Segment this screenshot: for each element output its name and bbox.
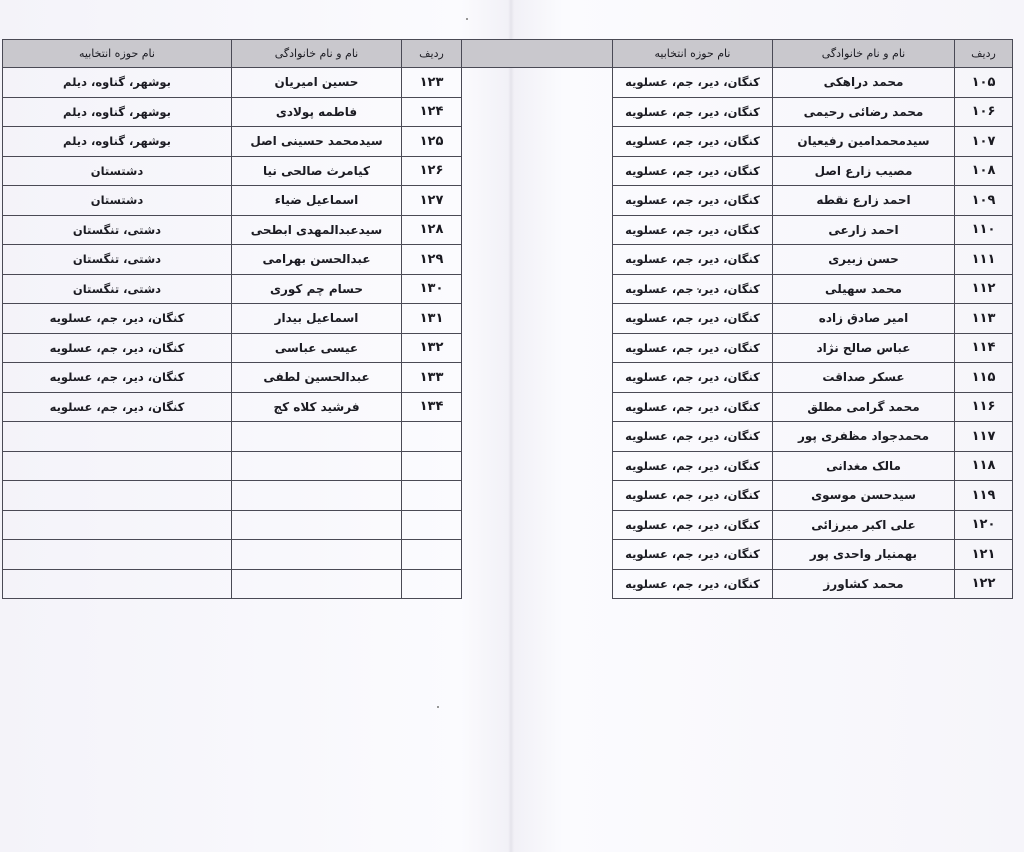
row-number-cell: ۱۳۳ bbox=[402, 363, 462, 393]
constituency-cell: دشتستان bbox=[3, 156, 232, 186]
row-number-cell: ۱۱۷ bbox=[955, 422, 1013, 452]
header-row-no-right: ردیف bbox=[955, 40, 1013, 68]
empty-cell bbox=[3, 510, 232, 540]
row-number-cell: ۱۱۳ bbox=[955, 304, 1013, 334]
table-row bbox=[3, 363, 1013, 393]
row-number-cell: ۱۱۱ bbox=[955, 245, 1013, 275]
constituency-cell: کنگان، دیر، جم، عسلویه bbox=[613, 510, 773, 540]
full-name-cell: سیدمحمد حسینی اصل bbox=[232, 127, 402, 157]
column-gap bbox=[462, 274, 613, 304]
row-number-cell: ۱۳۰ bbox=[402, 274, 462, 304]
table-row bbox=[3, 392, 1013, 422]
constituency-cell: بوشهر، گناوه، دیلم bbox=[3, 97, 232, 127]
column-gap bbox=[462, 333, 613, 363]
header-constituency-left: نام حوزه انتخابیه bbox=[3, 40, 232, 68]
table-row bbox=[3, 97, 1013, 127]
header-row-no-left: ردیف bbox=[402, 40, 462, 68]
constituency-cell: کنگان، دیر، جم، عسلویه bbox=[3, 333, 232, 363]
empty-cell bbox=[232, 451, 402, 481]
row-number-cell: ۱۱۹ bbox=[955, 481, 1013, 511]
table-row bbox=[3, 333, 1013, 363]
column-gap bbox=[462, 127, 613, 157]
empty-cell bbox=[402, 422, 462, 452]
constituency-cell: کنگان، دیر، جم، عسلویه bbox=[613, 569, 773, 599]
constituency-cell: کنگان، دیر، جم، عسلویه bbox=[613, 540, 773, 570]
empty-cell bbox=[3, 451, 232, 481]
full-name-cell: کیامرث صالحی نیا bbox=[232, 156, 402, 186]
full-name-cell: محمد دراهکی bbox=[773, 68, 955, 98]
empty-cell bbox=[232, 569, 402, 599]
constituency-cell: کنگان، دیر، جم، عسلویه bbox=[613, 215, 773, 245]
empty-cell bbox=[232, 422, 402, 452]
table-body bbox=[3, 68, 1013, 599]
row-number-cell: ۱۰۷ bbox=[955, 127, 1013, 157]
empty-cell bbox=[232, 481, 402, 511]
full-name-cell: عسکر صداقت bbox=[773, 363, 955, 393]
constituency-cell: کنگان، دیر، جم، عسلویه bbox=[613, 68, 773, 98]
full-name-cell: محمدجواد مظفری پور bbox=[773, 422, 955, 452]
header-constituency-right: نام حوزه انتخابیه bbox=[613, 40, 773, 68]
full-name-cell: احمد زارع نقطه bbox=[773, 186, 955, 216]
table-row bbox=[3, 481, 1013, 511]
constituency-cell: کنگان، دیر، جم، عسلویه bbox=[613, 333, 773, 363]
full-name-cell: حسن زبیری bbox=[773, 245, 955, 275]
row-number-cell: ۱۲۵ bbox=[402, 127, 462, 157]
table-row bbox=[3, 127, 1013, 157]
full-name-cell: اسماعیل ضیاء bbox=[232, 186, 402, 216]
constituency-cell: کنگان، دیر، جم، عسلویه bbox=[613, 186, 773, 216]
full-name-cell: مالک مغدانی bbox=[773, 451, 955, 481]
row-number-cell: ۱۰۵ bbox=[955, 68, 1013, 98]
full-name-cell: حسام چم کوری bbox=[232, 274, 402, 304]
full-name-cell: اسماعیل بیدار bbox=[232, 304, 402, 334]
row-number-cell: ۱۲۴ bbox=[402, 97, 462, 127]
table-row bbox=[3, 569, 1013, 599]
constituency-cell: کنگان، دیر، جم، عسلویه bbox=[3, 304, 232, 334]
constituency-cell: دشتستان bbox=[3, 186, 232, 216]
row-number-cell: ۱۱۸ bbox=[955, 451, 1013, 481]
table-row bbox=[3, 304, 1013, 334]
row-number-cell: ۱۰۸ bbox=[955, 156, 1013, 186]
empty-cell bbox=[3, 569, 232, 599]
full-name-cell: محمد کشاورز bbox=[773, 569, 955, 599]
full-name-cell: احمد زارعی bbox=[773, 215, 955, 245]
constituency-cell: کنگان، دیر، جم، عسلویه bbox=[613, 481, 773, 511]
row-number-cell: ۱۲۸ bbox=[402, 215, 462, 245]
row-number-cell: ۱۳۲ bbox=[402, 333, 462, 363]
row-number-cell: ۱۲۰ bbox=[955, 510, 1013, 540]
constituency-cell: دشتی، تنگستان bbox=[3, 245, 232, 275]
empty-cell bbox=[402, 510, 462, 540]
constituency-cell: کنگان، دیر، جم، عسلویه bbox=[613, 422, 773, 452]
column-gap bbox=[462, 422, 613, 452]
row-number-cell: ۱۳۱ bbox=[402, 304, 462, 334]
constituency-cell: کنگان، دیر، جم، عسلویه bbox=[3, 392, 232, 422]
full-name-cell: سیدعبدالمهدی ابطحی bbox=[232, 215, 402, 245]
constituency-cell: کنگان، دیر، جم، عسلویه bbox=[613, 363, 773, 393]
column-gap bbox=[462, 186, 613, 216]
full-name-cell: بهمنیار واحدی پور bbox=[773, 540, 955, 570]
full-name-cell: مصیب زارع اصل bbox=[773, 156, 955, 186]
column-gap bbox=[462, 245, 613, 275]
full-name-cell: عباس صالح نژاد bbox=[773, 333, 955, 363]
column-gap bbox=[462, 451, 613, 481]
column-gap bbox=[462, 392, 613, 422]
constituency-cell: کنگان، دیر، جم، عسلویه bbox=[3, 363, 232, 393]
row-number-cell: ۱۰۶ bbox=[955, 97, 1013, 127]
constituency-cell: کنگان، دیر، جم، عسلویه bbox=[613, 274, 773, 304]
full-name-cell: محمد رضائی رحیمی bbox=[773, 97, 955, 127]
table-row bbox=[3, 451, 1013, 481]
empty-cell bbox=[402, 481, 462, 511]
full-name-cell: علی اکبر میرزائی bbox=[773, 510, 955, 540]
table-row bbox=[3, 68, 1013, 98]
row-number-cell: ۱۱۵ bbox=[955, 363, 1013, 393]
row-number-cell: ۱۳۴ bbox=[402, 392, 462, 422]
constituency-cell: کنگان، دیر، جم، عسلویه bbox=[613, 127, 773, 157]
full-name-cell: عبدالحسین لطفی bbox=[232, 363, 402, 393]
full-name-cell: سیدمحمدامین رفیعیان bbox=[773, 127, 955, 157]
column-gap bbox=[462, 569, 613, 599]
header-full-name-right: نام و نام خانوادگی bbox=[773, 40, 955, 68]
empty-cell bbox=[402, 540, 462, 570]
row-number-cell: ۱۱۴ bbox=[955, 333, 1013, 363]
row-number-cell: ۱۲۲ bbox=[955, 569, 1013, 599]
table-row bbox=[3, 510, 1013, 540]
table-row bbox=[3, 245, 1013, 275]
table-row bbox=[3, 215, 1013, 245]
empty-cell bbox=[3, 481, 232, 511]
column-gap bbox=[462, 156, 613, 186]
empty-cell bbox=[402, 569, 462, 599]
row-number-cell: ۱۲۶ bbox=[402, 156, 462, 186]
table-row bbox=[3, 422, 1013, 452]
header-full-name-left: نام و نام خانوادگی bbox=[232, 40, 402, 68]
column-gap bbox=[462, 215, 613, 245]
column-gap bbox=[462, 510, 613, 540]
full-name-cell: فرشید کلاه کج bbox=[232, 392, 402, 422]
scan-speck bbox=[466, 18, 468, 20]
empty-cell bbox=[232, 540, 402, 570]
full-name-cell: عبدالحسن بهرامی bbox=[232, 245, 402, 275]
constituency-cell: دشتی، تنگستان bbox=[3, 215, 232, 245]
column-gap bbox=[462, 97, 613, 127]
column-gap bbox=[462, 481, 613, 511]
constituency-cell: کنگان، دیر، جم، عسلویه bbox=[613, 156, 773, 186]
constituency-cell: دشتی، تنگستان bbox=[3, 274, 232, 304]
row-number-cell: ۱۲۹ bbox=[402, 245, 462, 275]
constituency-cell: کنگان، دیر، جم، عسلویه bbox=[613, 392, 773, 422]
row-number-cell: ۱۱۶ bbox=[955, 392, 1013, 422]
empty-cell bbox=[402, 451, 462, 481]
full-name-cell: فاطمه پولادی bbox=[232, 97, 402, 127]
column-gap bbox=[462, 304, 613, 334]
row-number-cell: ۱۱۲ bbox=[955, 274, 1013, 304]
table-row bbox=[3, 540, 1013, 570]
row-number-cell: ۱۰۹ bbox=[955, 186, 1013, 216]
scan-speck bbox=[437, 706, 439, 708]
table-row bbox=[3, 274, 1013, 304]
empty-cell bbox=[3, 422, 232, 452]
full-name-cell: امیر صادق زاده bbox=[773, 304, 955, 334]
column-gap bbox=[462, 68, 613, 98]
full-name-cell: محمد سهیلی bbox=[773, 274, 955, 304]
row-number-cell: ۱۲۷ bbox=[402, 186, 462, 216]
table-header-row bbox=[3, 40, 1013, 68]
column-gap bbox=[462, 363, 613, 393]
row-number-cell: ۱۲۳ bbox=[402, 68, 462, 98]
row-number-cell: ۱۱۰ bbox=[955, 215, 1013, 245]
row-number-cell: ۱۲۱ bbox=[955, 540, 1013, 570]
constituency-cell: کنگان، دیر، جم، عسلویه bbox=[613, 97, 773, 127]
full-name-cell: عیسی عباسی bbox=[232, 333, 402, 363]
column-gap bbox=[462, 540, 613, 570]
candidates-table bbox=[2, 39, 1013, 599]
header-gap bbox=[462, 40, 613, 68]
table-row bbox=[3, 156, 1013, 186]
full-name-cell: محمد گرامی مطلق bbox=[773, 392, 955, 422]
full-name-cell: سیدحسن موسوی bbox=[773, 481, 955, 511]
constituency-cell: بوشهر، گناوه، دیلم bbox=[3, 68, 232, 98]
empty-cell bbox=[3, 540, 232, 570]
constituency-cell: بوشهر، گناوه، دیلم bbox=[3, 127, 232, 157]
constituency-cell: کنگان، دیر، جم، عسلویه bbox=[613, 245, 773, 275]
full-name-cell: حسین امیریان bbox=[232, 68, 402, 98]
empty-cell bbox=[232, 510, 402, 540]
table-row bbox=[3, 186, 1013, 216]
constituency-cell: کنگان، دیر، جم، عسلویه bbox=[613, 304, 773, 334]
constituency-cell: کنگان، دیر، جم، عسلویه bbox=[613, 451, 773, 481]
